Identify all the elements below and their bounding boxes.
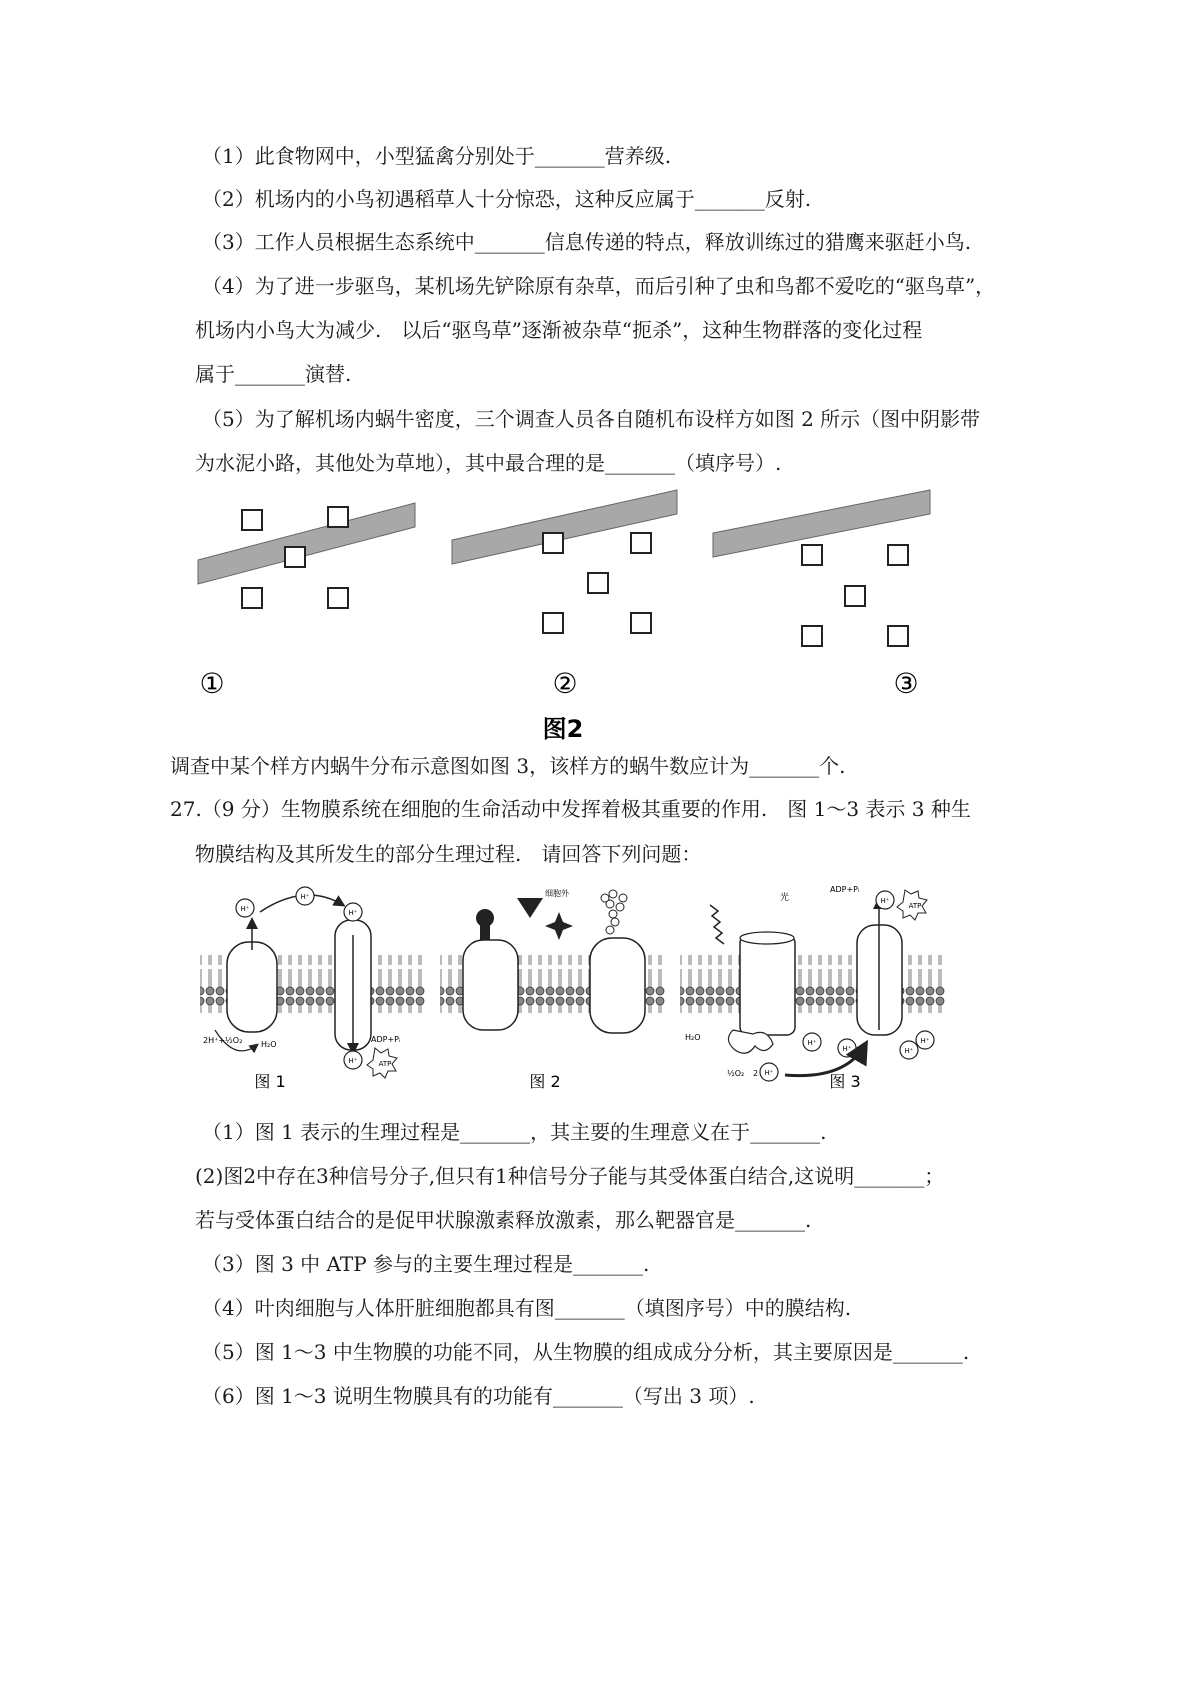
h-ion-label: H⁺ <box>904 1047 914 1055</box>
q26-part5-line2: 为水泥小路，其他处为草地），其中最合理的是_______（填序号）. <box>195 451 782 475</box>
figure-1-caption: 图 1 <box>254 1072 286 1091</box>
adp-label: ADP+Pᵢ <box>371 1035 401 1044</box>
figure-2-caption-membrane: 图 2 <box>529 1072 561 1091</box>
adp-label-3: ADP+Pᵢ <box>830 885 860 894</box>
q26-part6: 调查中某个样方内蜗牛分布示意图如图 3，该样方的蜗牛数应计为_______个. <box>170 754 846 778</box>
light-icon <box>710 905 724 944</box>
h-ion-label: H⁺ <box>348 909 358 917</box>
quadrat-box <box>845 586 865 606</box>
q27-part1: （1）图 1 表示的生理过程是_______，其主要的生理意义在于_______. <box>202 1120 827 1144</box>
h-ion-label: H⁺ <box>842 1045 852 1053</box>
quadrat-box <box>802 626 822 646</box>
quadrat-box <box>242 588 262 608</box>
q27-part2-line2: 若与受体蛋白结合的是促甲状腺激素释放激素，那么靶器官是_______. <box>195 1208 812 1232</box>
quadrat-box <box>242 510 262 530</box>
h-ion-label: H⁺ <box>807 1039 817 1047</box>
q27-part6: （6）图 1～3 说明生物膜具有的功能有_______（写出 3 项）. <box>202 1384 755 1408</box>
oxygen-label: ½O₂ <box>727 1069 745 1078</box>
quadrat-box <box>328 588 348 608</box>
panel-label-3: ③ <box>893 667 919 700</box>
q26-part1: （1）此食物网中，小型猛禽分别处于_______营养级. <box>202 144 672 168</box>
q27-part5: （5）图 1～3 中生物膜的功能不同，从生物膜的组成成分分析，其主要原因是_______. <box>202 1340 970 1364</box>
triangle-signal <box>517 898 543 918</box>
h-ion-label: H⁺ <box>920 1037 930 1045</box>
sugar-chain <box>601 890 627 934</box>
quadrat-box <box>631 533 651 553</box>
road-band-1 <box>198 503 415 584</box>
h-ion-label: H⁺ <box>348 1057 358 1065</box>
light-label: 光 <box>780 893 790 903</box>
quadrat-figure <box>190 485 950 745</box>
atp-label-3: ATP <box>908 902 922 910</box>
figure-3-thylakoid-membrane <box>680 885 945 1091</box>
q27-part4: （4）叶肉细胞与人体肝脏细胞都具有图_______（填图序号）中的膜结构. <box>202 1296 852 1320</box>
q27-intro-line1: 27.（9 分）生物膜系统在细胞的生命活动中发挥着极其重要的作用. 图 1～3 表示 3 种生 <box>170 797 971 821</box>
quadrat-box <box>588 573 608 593</box>
q26-part4-line3: 属于_______演替. <box>195 362 352 386</box>
figure-2-caption: 图2 <box>542 715 584 743</box>
quadrat-box <box>328 507 348 527</box>
lipid-bilayer-3 <box>680 955 945 1013</box>
atp-label: ATP <box>378 1060 392 1068</box>
q27-part3: （3）图 3 中 ATP 参与的主要生理过程是_______. <box>202 1252 650 1276</box>
figure-2-receptor-membrane <box>440 888 665 1091</box>
h-ion-label: H⁺ <box>240 905 250 913</box>
h-ion-label: H⁺ <box>880 897 890 905</box>
star-signal <box>545 912 573 940</box>
h-ion-label: H⁺ <box>300 893 310 901</box>
q26-part3: （3）工作人员根据生态系统中_______信息传递的特点，释放训练过的猎鹰来驱赶小鸟. <box>202 230 972 254</box>
h-ion-label: H⁺ <box>764 1069 774 1077</box>
photosystem <box>740 935 795 1035</box>
glycoprotein <box>590 938 645 1033</box>
q26-part4-line2: 机场内小鸟大为减少. 以后“驱鸟草”逐渐被杂草“扼杀”，这种生物群落的变化过程 <box>195 318 923 342</box>
q27-part2-line1: (2)图2中存在3种信号分子,但只有1种信号分子能与其受体蛋白结合,这说明_______； <box>195 1164 945 1188</box>
quadrat-box <box>543 533 563 553</box>
q26-part5-line1: （5）为了解机场内蜗牛密度，三个调查人员各自随机布设样方如图 2 所示（图中阴影带 <box>202 407 981 431</box>
protein-complex <box>227 942 277 1032</box>
q26-part4-line1: （4）为了进一步驱鸟，某机场先铲除原有杂草，而后引种了虫和鸟都不爱吃的“驱鸟草”， <box>202 274 996 298</box>
extracellular-label: 细胞外 <box>545 889 569 898</box>
panel-label-1: ① <box>199 667 225 700</box>
quadrat-box <box>888 545 908 565</box>
figure-1-mitochondrial-membrane <box>200 887 425 1091</box>
quadrat-box <box>802 545 822 565</box>
quadrat-box <box>631 613 651 633</box>
q27-intro-line2: 物膜结构及其所发生的部分生理过程. 请回答下列问题： <box>195 842 702 866</box>
figure-3-caption: 图 3 <box>829 1072 861 1091</box>
q26-part2: （2）机场内的小鸟初遇稻草人十分惊恐，这种反应属于_______反射. <box>202 187 812 211</box>
quadrat-box <box>285 547 305 567</box>
quadrat-box <box>888 626 908 646</box>
reaction-label: 2H⁺+½O₂ <box>203 1036 243 1045</box>
panel-label-2: ② <box>552 667 578 700</box>
quadrat-box <box>543 613 563 633</box>
water-label-3: H₂O <box>685 1033 701 1042</box>
membrane-figures <box>195 880 955 1095</box>
two-label: 2 <box>753 1069 759 1078</box>
water-label: H₂O <box>261 1040 277 1049</box>
receptor-protein <box>463 940 518 1030</box>
